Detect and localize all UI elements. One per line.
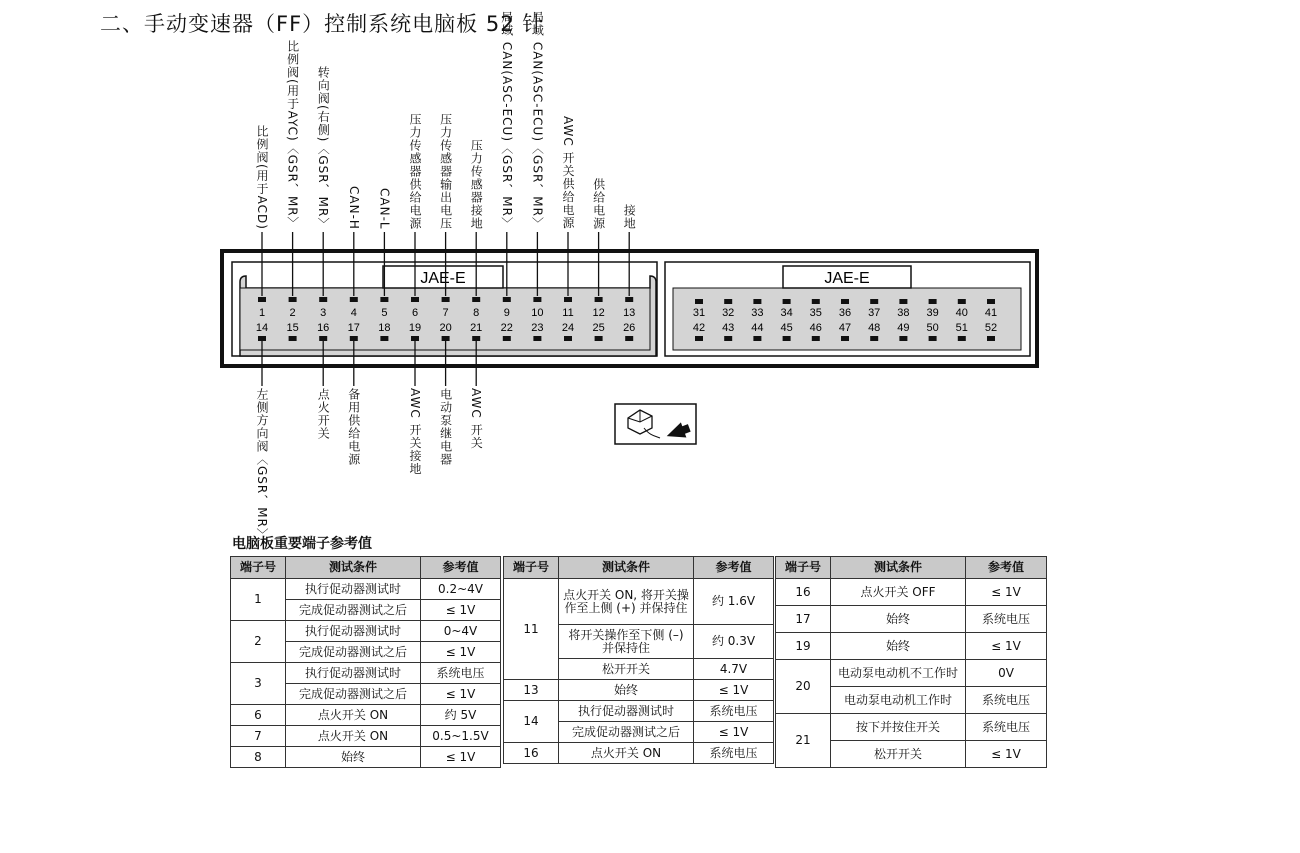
pin-number: 9 (503, 307, 510, 319)
value-cell: 0V (966, 660, 1047, 687)
pin-slot (472, 336, 480, 341)
pin-number: 1 (258, 307, 266, 319)
condition-cell: 始终 (831, 606, 966, 633)
value-cell: 系统电压 (966, 606, 1047, 633)
pin-slot (350, 297, 358, 302)
pin-number: 18 (378, 322, 391, 334)
condition-cell: 电动泵电动机工作时 (831, 687, 966, 714)
right-jae-label: JAE-E (824, 270, 870, 287)
pin-cell: 6 (231, 705, 286, 726)
condition-cell: 点火开关 ON (559, 743, 694, 764)
table-row (504, 743, 774, 764)
condition-cell: 始终 (559, 680, 694, 701)
value-cell: 约 0.3V (694, 625, 774, 659)
pin-label-1: 比例阀(用于ACD) (255, 125, 269, 230)
pin-slot (350, 336, 358, 341)
pin-label-6: 压力传感器供给电源 (408, 113, 422, 230)
pin-number: 35 (809, 307, 822, 319)
pin-slot (442, 336, 450, 341)
pin-label-14: 左侧方向阀〈GSR、MR〉 (255, 388, 269, 541)
pin-slot (411, 297, 419, 302)
value-cell: ≤ 1V (694, 722, 774, 743)
pin-label-12: 供给电源 (591, 178, 606, 230)
condition-cell: 完成促动器测试之后 (286, 600, 421, 621)
pin-slot (841, 336, 849, 341)
pin-cell: 7 (231, 726, 286, 747)
pin-number: 10 (531, 307, 544, 319)
pin-number: 7 (442, 307, 449, 319)
pin-slot (258, 297, 266, 302)
pin-number: 51 (955, 322, 968, 334)
pin-slot (958, 336, 966, 341)
value-cell: ≤ 1V (694, 680, 774, 701)
pin-slot (958, 299, 966, 304)
value-cell: 系统电压 (694, 701, 774, 722)
pin-number: 45 (780, 322, 793, 334)
pin-label-13: 接地 (622, 204, 637, 230)
page-title: 二、手动变速器（FF）控制系统电脑板 52 针 (100, 12, 545, 36)
value-cell: 系统电压 (421, 663, 501, 684)
pin-label-21: AWC 开关 (469, 388, 484, 450)
pin-number: 31 (692, 307, 706, 319)
pin-slot (783, 299, 791, 304)
pin-slot (987, 299, 995, 304)
value-cell: 系统电压 (966, 714, 1047, 741)
value-cell: ≤ 1V (966, 741, 1047, 768)
value-cell: 0~4V (421, 621, 501, 642)
section-title: 电脑板重要端子参考值 (232, 536, 372, 552)
pin-cell: 2 (231, 621, 286, 663)
pin-cell: 16 (504, 743, 559, 764)
pin-slot (503, 336, 511, 341)
condition-cell: 按下并按住开关 (831, 714, 966, 741)
pin-slot (812, 336, 820, 341)
condition-cell: 电动泵电动机不工作时 (831, 660, 966, 687)
pin-label-11: AWC 开关供给电源 (561, 116, 575, 230)
pin-cell: 16 (776, 579, 831, 606)
pin-number: 15 (286, 322, 299, 334)
table-row (231, 663, 501, 684)
table-row (504, 579, 774, 625)
value-cell: 0.2~4V (421, 579, 501, 600)
reference-table-1 (230, 556, 501, 768)
pin-label-5: CAN-L (377, 188, 392, 230)
condition-cell: 执行促动器测试时 (559, 701, 694, 722)
pin-number: 44 (751, 322, 764, 334)
pin-number: 2 (289, 307, 296, 319)
pin-number: 13 (623, 307, 636, 319)
reference-table-2 (503, 556, 774, 764)
pin-cell: 21 (776, 714, 831, 768)
pin-number: 12 (592, 307, 605, 319)
pin-cell: 14 (504, 701, 559, 743)
pin-slot (319, 336, 327, 341)
header-value: 参考值 (694, 557, 774, 579)
header-condition: 测试条件 (559, 557, 694, 579)
value-cell: ≤ 1V (966, 633, 1047, 660)
pin-number: 40 (955, 307, 968, 319)
condition-cell: 始终 (831, 633, 966, 660)
table-row (776, 579, 1047, 606)
header-pin: 端子号 (504, 557, 559, 579)
pin-slot (724, 299, 732, 304)
pin-number: 46 (809, 322, 822, 334)
pin-slot (929, 299, 937, 304)
pin-number: 52 (984, 322, 998, 334)
pin-number: 11 (562, 307, 574, 319)
pin-label-7: 压力传感器输出电压 (438, 113, 453, 230)
pin-slot (841, 299, 849, 304)
pin-cell: 8 (231, 747, 286, 768)
pin-number: 22 (500, 322, 513, 334)
header-pin: 端子号 (231, 557, 286, 579)
pin-slot (870, 336, 878, 341)
pin-number: 8 (473, 307, 480, 319)
condition-cell: 完成促动器测试之后 (286, 642, 421, 663)
pin-cell: 20 (776, 660, 831, 714)
pin-number: 24 (561, 322, 575, 334)
pin-slot (595, 297, 603, 302)
pin-cell: 11 (504, 579, 559, 680)
condition-cell: 点火开关 ON (286, 726, 421, 747)
pin-slot (533, 297, 541, 302)
pin-number: 6 (411, 307, 419, 319)
pin-number: 14 (255, 322, 269, 334)
header-value: 参考值 (966, 557, 1047, 579)
pin-slot (695, 336, 703, 341)
left-jae-label: JAE-E (420, 270, 466, 287)
pin-label-8: 压力传感器接地 (469, 139, 484, 230)
header-condition: 测试条件 (286, 557, 421, 579)
pin-number: 34 (780, 307, 793, 319)
value-cell: ≤ 1V (421, 684, 501, 705)
pin-slot (783, 336, 791, 341)
pin-label-10: 局域 CAN(ASC-ECU)〈GSR、MR〉 (530, 11, 545, 230)
pin-cell: 19 (776, 633, 831, 660)
pin-slot (380, 297, 388, 302)
pin-slot (258, 336, 266, 341)
table-row (504, 680, 774, 701)
reference-table-3 (775, 556, 1047, 768)
pin-number: 41 (984, 307, 998, 319)
pin-number: 49 (897, 322, 910, 334)
pin-number: 47 (838, 322, 852, 334)
pin-number: 39 (926, 307, 939, 319)
condition-cell: 完成促动器测试之后 (559, 722, 694, 743)
pin-label-17: 备用供给电源 (346, 388, 361, 466)
pin-slot (564, 336, 572, 341)
pin-number: 36 (838, 307, 852, 319)
header-condition: 测试条件 (831, 557, 966, 579)
value-cell: 约 1.6V (694, 579, 774, 625)
pin-number: 38 (897, 307, 910, 319)
pin-number: 25 (592, 322, 605, 334)
table-row (776, 606, 1047, 633)
value-cell: 约 5V (421, 705, 501, 726)
value-cell: ≤ 1V (966, 579, 1047, 606)
pin-number: 19 (408, 322, 422, 334)
pin-slot (380, 336, 388, 341)
pin-number: 37 (868, 307, 881, 319)
pin-slot (533, 336, 541, 341)
pin-label-20: 电动泵继电器 (438, 388, 453, 466)
pin-label-19: AWC 开关接地 (408, 388, 422, 476)
value-cell: ≤ 1V (421, 642, 501, 663)
table-row (231, 726, 501, 747)
table-row (776, 660, 1047, 687)
pin-slot (625, 297, 633, 302)
pin-number: 26 (623, 322, 636, 334)
condition-cell: 松开开关 (831, 741, 966, 768)
pin-slot (753, 336, 761, 341)
pin-slot (870, 299, 878, 304)
pin-slot (929, 336, 937, 341)
pin-slot (595, 336, 603, 341)
pin-cell: 1 (231, 579, 286, 621)
table-row (504, 701, 774, 722)
value-cell: ≤ 1V (421, 600, 501, 621)
pin-slot (411, 336, 419, 341)
pin-slot (319, 297, 327, 302)
pin-number: 3 (320, 307, 327, 319)
pin-slot (564, 297, 572, 302)
pin-label-16: 点火开关 (316, 388, 331, 440)
pin-cell: 13 (504, 680, 559, 701)
condition-cell: 点火开关 ON (286, 705, 421, 726)
pin-slot (289, 336, 297, 341)
table-row (776, 633, 1047, 660)
pin-number: 23 (531, 322, 544, 334)
table-row (231, 579, 501, 600)
pin-slot (753, 299, 761, 304)
pin-label-9: 局域 CAN(ASC-ECU)〈GSR、MR〉 (499, 11, 514, 230)
pin-slot (503, 297, 511, 302)
condition-cell: 点火开关 OFF (831, 579, 966, 606)
pin-number: 16 (317, 322, 330, 334)
header-value: 参考值 (421, 557, 501, 579)
pin-slot (625, 336, 633, 341)
value-cell: 0.5~1.5V (421, 726, 501, 747)
pin-number: 5 (381, 307, 388, 319)
value-cell: 系统电压 (966, 687, 1047, 714)
pin-slot (812, 299, 820, 304)
pin-slot (987, 336, 995, 341)
pin-number: 43 (722, 322, 735, 334)
pin-number: 17 (347, 322, 360, 334)
pin-label-4: CAN-H (346, 186, 361, 230)
pin-number: 21 (470, 322, 483, 334)
condition-cell: 将开关操作至下侧 (–) 并保持住 (559, 625, 694, 659)
pin-label-2: 比例阀(用于AYC)〈GSR、MR〉 (285, 40, 300, 230)
pin-cell: 3 (231, 663, 286, 705)
pin-number: 4 (350, 307, 357, 319)
value-cell: 4.7V (694, 659, 774, 680)
table-row (231, 747, 501, 768)
pin-number: 50 (926, 322, 939, 334)
pin-slot (695, 299, 703, 304)
pin-label-3: 转向阀(右侧)〈GSR、MR〉 (316, 65, 331, 230)
pin-number: 42 (692, 322, 706, 334)
condition-cell: 执行促动器测试时 (286, 579, 421, 600)
table-row (776, 714, 1047, 741)
value-cell: ≤ 1V (421, 747, 501, 768)
pin-slot (289, 297, 297, 302)
table-row (231, 621, 501, 642)
pin-slot (442, 297, 450, 302)
pin-number: 48 (868, 322, 881, 334)
value-cell: 系统电压 (694, 743, 774, 764)
pin-slot (472, 297, 480, 302)
pin-slot (899, 336, 907, 341)
condition-cell: 点火开关 ON, 将开关操作至上侧 (+) 并保持住 (559, 579, 694, 625)
condition-cell: 执行促动器测试时 (286, 621, 421, 642)
pin-number: 20 (439, 322, 452, 334)
pin-slot (724, 336, 732, 341)
table-row (231, 705, 501, 726)
header-pin: 端子号 (776, 557, 831, 579)
condition-cell: 松开开关 (559, 659, 694, 680)
connector-view-icon (615, 404, 696, 444)
condition-cell: 完成促动器测试之后 (286, 684, 421, 705)
pin-slot (899, 299, 907, 304)
condition-cell: 始终 (286, 747, 421, 768)
pin-number: 32 (722, 307, 735, 319)
pin-cell: 17 (776, 606, 831, 633)
condition-cell: 执行促动器测试时 (286, 663, 421, 684)
pin-number: 33 (751, 307, 764, 319)
